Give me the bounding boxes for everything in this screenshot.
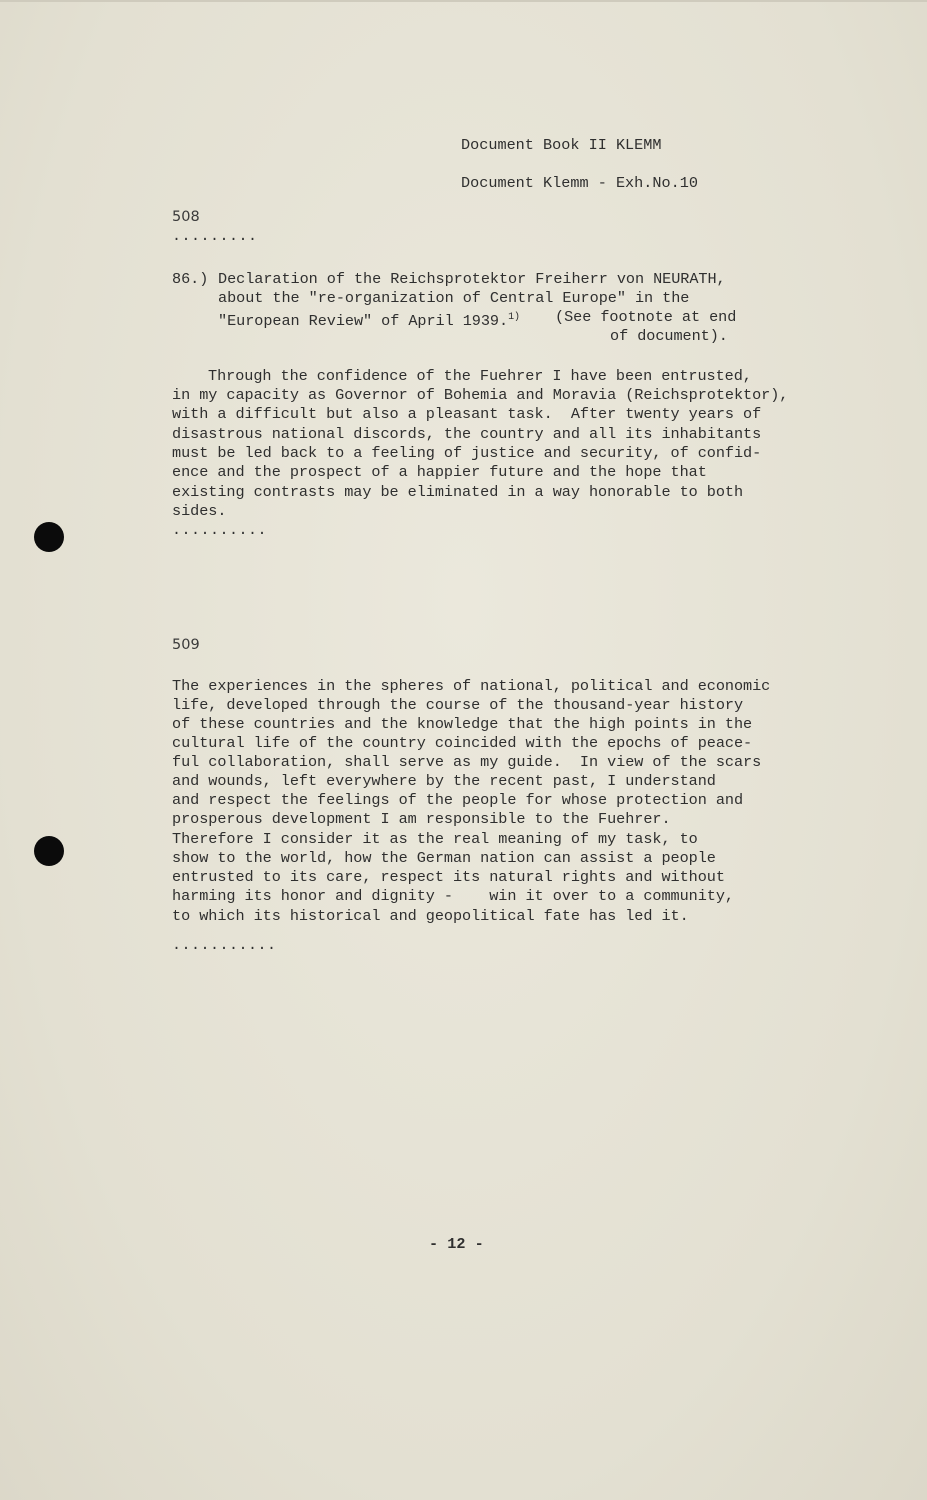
paragraph-line: prosperous development I am responsible to the Fuehrer. — [172, 810, 671, 828]
paragraph-line: in my capacity as Governor of Bohemia and Moravia (Reichsprotektor), — [172, 386, 789, 404]
paragraph-line: life, developed through the course of the thousand-year history — [172, 696, 744, 714]
paragraph-line: to which its historical and geopolitical fate has led it. — [172, 907, 689, 925]
paragraph-line: cultural life of the country coincided with the epochs of peace- — [172, 734, 753, 752]
paragraph-line: Through the confidence of the Fuehrer I have been entrusted, — [208, 367, 752, 385]
paragraph-line: and wounds, left everywhere by the recent past, I understand — [172, 772, 716, 790]
page-ref-509: 509 — [172, 637, 200, 653]
paragraph-line: must be led back to a feeling of justice and security, of confid- — [172, 444, 762, 462]
footnote-note: (See footnote at end — [555, 308, 737, 326]
paragraph-line: The experiences in the spheres of national, political and economic — [172, 677, 771, 695]
title-line: Declaration of the Reichsprotektor Freiherr von NEURATH, — [218, 270, 726, 288]
paragraph-line: existing contrasts may be eliminated in a way honorable to both — [172, 483, 744, 501]
page-ref-508: 508 — [172, 209, 200, 225]
paragraph-line: sides. — [172, 502, 227, 520]
paragraph-line: ful collaboration, shall serve as my guide. In view of the scars — [172, 753, 762, 771]
paragraph-line: of these countries and the knowledge that the high points in the — [172, 715, 753, 733]
paragraph-line: and respect the feelings of the people for whose protection and — [172, 791, 744, 809]
paragraph-line: disastrous national discords, the country and all its inhabitants — [172, 425, 762, 443]
paragraph-line: show to the world, how the German nation can assist a people — [172, 849, 716, 867]
footnote-mark: 1) — [508, 312, 520, 323]
ellipsis-dots: .......... — [172, 522, 268, 539]
ellipsis-dots: ......... — [172, 228, 258, 245]
page-number: - 12 - — [429, 1235, 484, 1253]
title-line: about the "re-organization of Central Europe" in the — [218, 289, 690, 307]
title-line-text: "European Review" of April 1939. — [218, 312, 509, 330]
exhibit-header: Document Klemm - Exh.No.10 — [461, 174, 698, 192]
paragraph-line: ence and the prospect of a happier future and the hope that — [172, 463, 707, 481]
ellipsis-dots: ........... — [172, 937, 277, 954]
paragraph-line: entrusted to its care, respect its natural rights and without — [172, 868, 725, 886]
document-book-header: Document Book II KLEMM — [461, 136, 662, 154]
punch-hole — [34, 836, 64, 866]
footnote-note: of document). — [610, 327, 728, 345]
item-number: 86.) — [172, 270, 209, 288]
paragraph-line: with a difficult but also a pleasant task. After twenty years of — [172, 405, 762, 423]
paragraph-line: harming its honor and dignity - win it over to a community, — [172, 887, 734, 905]
title-line — [218, 308, 520, 331]
punch-hole — [34, 522, 64, 552]
paragraph-line: Therefore I consider it as the real meaning of my task, to — [172, 830, 698, 848]
top-edge — [0, 0, 927, 2]
